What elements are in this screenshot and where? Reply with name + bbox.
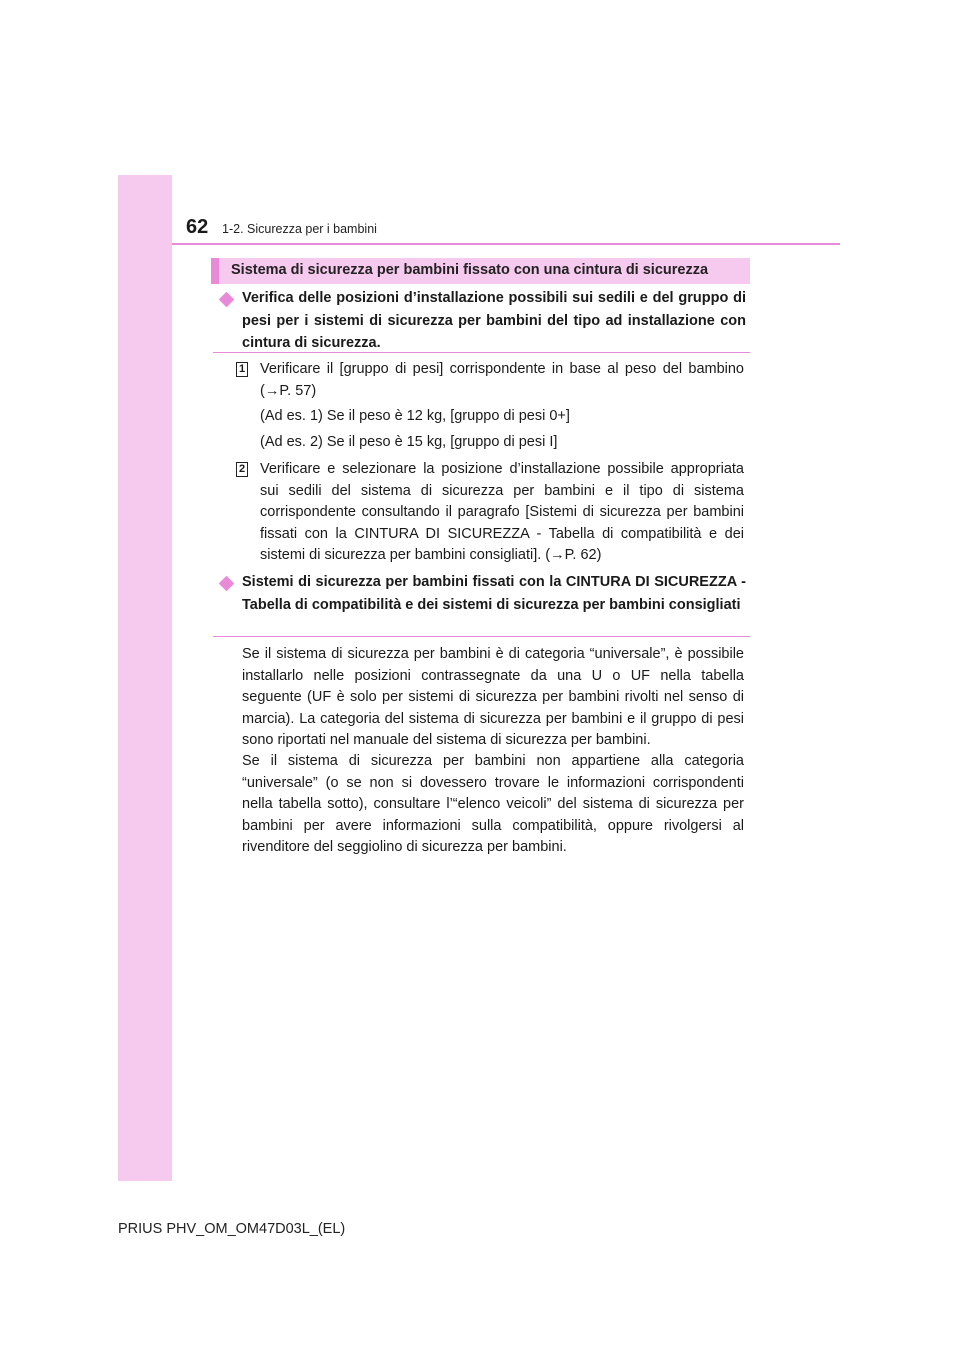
diamond-bullet-icon [219,576,235,592]
subheading-underline [213,352,750,353]
step-number-badge: 2 [236,462,248,477]
step-number-badge: 1 [236,362,248,377]
diamond-bullet-icon [219,292,235,308]
step-1-text: Verificare il [gruppo di pesi] corrispondente in base al peso del bambino (→P. 57) [260,361,744,399]
section-reference: 1-2. Sicurezza per i bambini [222,222,377,236]
example-2-text: (Ad es. 2) Se il peso è 15 kg, [gruppo di pesi I] [260,434,558,450]
section-title-bar [211,258,750,284]
header-divider [172,243,840,245]
section-title: Sistema di sicurezza per bambini fissato con una cintura di sicurezza [231,262,709,278]
body-paragraph-vehicle-list: Se il sistema di sicurezza per bambini non appartiene alla categoria “universale” (o se non si dovessero trovare le informazioni corrispondenti nella tabella sotto), consultare l’“elenco veicoli” del sistema di sicurezza per bambini per avere informazioni sulla compatibilità, oppure rivolgersi al rivenditore del seggiolino di sicurezza per bambini. [242,753,744,855]
page-number: 62 [186,216,209,238]
step-2-text: Verificare e selezionare la posizione d’installazione possibile appropriata sui sedili del sistema di sicurezza per bambini e il tipo di sistema corrispondente consultando il paragrafo [Sistemi di sicurezza per bambini fissati con la CINTURA DI SICUREZZA - Tabella di compatibilità e dei sistemi di sicurezza per bambini consigliati]. (→P. 62) [260,461,744,563]
subheading-installation-positions: Verifica delle posizioni d’installazione possibili sui sedili e del gruppo di pesi per i sistemi di sicurezza per bambini del tipo ad installazione con cintura di sicurezza. [242,290,746,351]
document-code-footer: PRIUS PHV_OM_OM47D03L_(EL) [118,1221,346,1237]
body-paragraph-universal: Se il sistema di sicurezza per bambini è di categoria “universale”, è possibile installarlo nelle posizioni contrassegnate da una U o UF nella tabella seguente (UF è solo per sistemi di sicurezza per bambini rivolti nel senso di marcia). La categoria del sistema di sicurezza per bambini e il gruppo di pesi sono riportati nel manuale del sistema di sicurezza per bambini. [242,646,744,748]
side-tab-band [118,175,172,1181]
subheading-underline [213,636,750,637]
subheading-compatibility-table: Sistemi di sicurezza per bambini fissati con la CINTURA DI SICUREZZA - Tabella di compatibilità e dei sistemi di sicurezza per bambini consigliati [242,574,746,613]
example-1-text: (Ad es. 1) Se il peso è 12 kg, [gruppo di pesi 0+] [260,408,570,424]
